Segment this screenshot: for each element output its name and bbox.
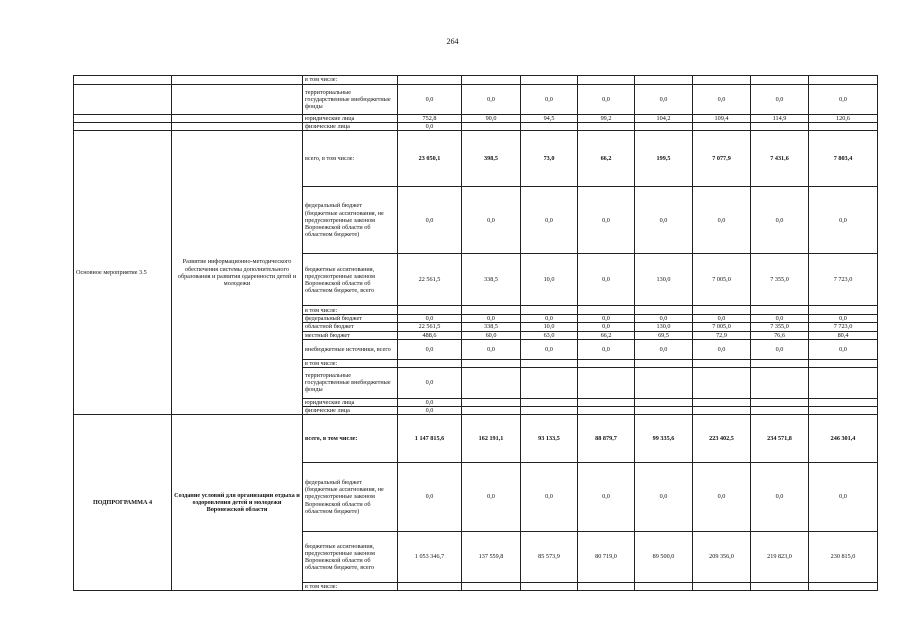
table-row <box>74 415 878 463</box>
year-cell: 0,0 <box>635 463 693 532</box>
year-cell: 338,5 <box>462 254 521 306</box>
year-cell: 0,0 <box>635 85 693 115</box>
year-cell: 0,0 <box>809 315 878 323</box>
total-cell: 488,6 <box>398 331 462 339</box>
year-cell: 104,2 <box>635 115 693 123</box>
year-cell: 0,0 <box>578 85 635 115</box>
year-cell: 0,0 <box>462 85 521 115</box>
year-cell: 10,0 <box>521 323 578 331</box>
source-cell: всего, в том числе: <box>303 131 398 187</box>
total-cell: 22 561,5 <box>398 323 462 331</box>
source-cell: бюджетные ассигнования, предусмотренные законом Воронежской области об областном бюджете, всего <box>303 532 398 583</box>
source-cell: федеральный бюджет (бюджетные ассигнования, не предусмотренные законом Воронежской области об областном бюджете) <box>303 187 398 254</box>
year-cell: 72,9 <box>693 331 751 339</box>
year-cell: 0,0 <box>578 254 635 306</box>
status-cell <box>74 76 172 85</box>
year-cell: 0,0 <box>578 339 635 359</box>
source-cell: федеральный бюджет <box>303 315 398 323</box>
year-cell: 0,0 <box>578 315 635 323</box>
year-cell: 0,0 <box>751 187 809 254</box>
total-cell: 0,0 <box>398 339 462 359</box>
source-cell: местный бюджет <box>303 331 398 339</box>
source-cell: территориальные государственные внебюджетные фонды <box>303 367 398 398</box>
year-cell: 0,0 <box>635 315 693 323</box>
source-cell: физические лица <box>303 123 398 131</box>
year-cell: 199,5 <box>635 131 693 187</box>
year-cell: 120,6 <box>809 115 878 123</box>
year-cell: 234 571,8 <box>751 415 809 463</box>
year-cell: 398,5 <box>462 131 521 187</box>
year-cell: 7 723,0 <box>809 323 878 331</box>
year-cell: 109,4 <box>693 115 751 123</box>
year-cell: 130,0 <box>635 254 693 306</box>
page-number: 264 <box>446 37 459 46</box>
year-cell: 0,0 <box>578 187 635 254</box>
year-cell: 0,0 <box>521 187 578 254</box>
year-cell: 114,9 <box>751 115 809 123</box>
name-cell <box>172 76 303 85</box>
year-cell: 7 431,6 <box>751 131 809 187</box>
year-cell: 0,0 <box>809 339 878 359</box>
year-cell: 0,0 <box>693 339 751 359</box>
source-cell: областной бюджет <box>303 323 398 331</box>
source-cell: бюджетные ассигнования, предусмотренные законом Воронежской области об областном бюджете, всего <box>303 254 398 306</box>
year-cell: 0,0 <box>578 463 635 532</box>
year-cell: 99 335,6 <box>635 415 693 463</box>
year-cell: 230 815,0 <box>809 532 878 583</box>
year-cell: 66,2 <box>578 331 635 339</box>
year-cell: 85 573,9 <box>521 532 578 583</box>
year-cell: 0,0 <box>521 463 578 532</box>
year-cell: 0,0 <box>809 463 878 532</box>
funding-table <box>73 75 878 591</box>
total-cell: 752,8 <box>398 115 462 123</box>
source-cell: юридические лица <box>303 115 398 123</box>
total-cell: 0,0 <box>398 187 462 254</box>
source-cell: в том числе: <box>303 359 398 367</box>
year-cell: 0,0 <box>693 85 751 115</box>
activity-name: Развитие информационно-методического обеспечения системы дополнительного образования и развития одаренности детей и молодежи <box>172 131 303 415</box>
year-cell: 7 005,0 <box>693 254 751 306</box>
year-cell: 73,0 <box>521 131 578 187</box>
year-cell: 0,0 <box>521 85 578 115</box>
year-cell: 88 879,7 <box>578 415 635 463</box>
year-cell: 99,2 <box>578 115 635 123</box>
year-cell: 0,0 <box>635 339 693 359</box>
table-row <box>74 85 878 115</box>
year-cell: 0,0 <box>462 315 521 323</box>
year-cell: 0,0 <box>809 85 878 115</box>
year-cell: 0,0 <box>693 463 751 532</box>
source-cell: федеральный бюджет (бюджетные ассигнования, не предусмотренные законом Воронежской области об областном бюджете) <box>303 463 398 532</box>
year-cell: 223 402,5 <box>693 415 751 463</box>
year-cell: 137 559,8 <box>462 532 521 583</box>
source-cell: юридические лица <box>303 398 398 406</box>
year-cell: 76,6 <box>751 331 809 339</box>
subprogram-status: ПОДПРОГРАММА 4 <box>74 415 172 591</box>
year-cell: 130,0 <box>635 323 693 331</box>
year-cell: 0,0 <box>578 323 635 331</box>
table-row <box>74 115 878 123</box>
table-row <box>74 123 878 131</box>
year-cell: 7 723,0 <box>809 254 878 306</box>
year-cell: 0,0 <box>462 463 521 532</box>
year-cell: 219 823,0 <box>751 532 809 583</box>
year-cell: 10,0 <box>521 254 578 306</box>
source-cell: внебюджетные источники, всего <box>303 339 398 359</box>
year-cell: 0,0 <box>635 187 693 254</box>
total-cell: 1 053 346,7 <box>398 532 462 583</box>
total-cell: 22 561,5 <box>398 254 462 306</box>
total-cell: 0,0 <box>398 315 462 323</box>
year-cell: 80 719,0 <box>578 532 635 583</box>
total-cell: 0,0 <box>398 367 462 398</box>
source-cell: в том числе: <box>303 583 398 591</box>
activity-status: Основное мероприятие 3.5 <box>74 131 172 415</box>
year-cell: 0,0 <box>751 463 809 532</box>
total-cell: 0,0 <box>398 398 462 406</box>
year-cell: 0,0 <box>751 315 809 323</box>
table-row <box>74 131 878 187</box>
subprogram-name: Создание условий для организации отдыха и оздоровления детей и молодежи Воронежской области <box>172 415 303 591</box>
year-cell: 0,0 <box>809 187 878 254</box>
year-cell: 7 005,0 <box>693 323 751 331</box>
year-cell: 7 355,0 <box>751 323 809 331</box>
year-cell: 0,0 <box>462 187 521 254</box>
year-cell: 162 191,1 <box>462 415 521 463</box>
year-cell: 0,0 <box>751 339 809 359</box>
year-cell: 69,5 <box>635 331 693 339</box>
source-cell: физические лица <box>303 406 398 414</box>
total-cell: 0,0 <box>398 85 462 115</box>
year-cell: 7 355,0 <box>751 254 809 306</box>
year-cell: 90,0 <box>462 115 521 123</box>
year-cell: 80,4 <box>809 331 878 339</box>
year-cell: 209 356,0 <box>693 532 751 583</box>
total-cell: 0,0 <box>398 123 462 131</box>
year-cell: 0,0 <box>693 187 751 254</box>
year-cell: 246 301,4 <box>809 415 878 463</box>
source-cell: территориальные государственные внебюджетные фонды <box>303 85 398 115</box>
year-cell: 89 500,0 <box>635 532 693 583</box>
source-cell: в том числе: <box>303 76 398 85</box>
year-cell: 0,0 <box>462 339 521 359</box>
source-cell: всего, в том числе: <box>303 415 398 463</box>
total-cell: 1 147 815,6 <box>398 415 462 463</box>
year-cell: 93 133,5 <box>521 415 578 463</box>
year-cell: 60,0 <box>462 331 521 339</box>
year-cell: 66,2 <box>578 131 635 187</box>
total-cell: 0,0 <box>398 463 462 532</box>
source-cell: в том числе: <box>303 306 398 315</box>
total-cell: 0,0 <box>398 406 462 414</box>
year-cell: 0,0 <box>751 85 809 115</box>
year-cell: 7 803,4 <box>809 131 878 187</box>
year-cell: 63,0 <box>521 331 578 339</box>
year-cell: 0,0 <box>521 315 578 323</box>
year-cell: 7 077,9 <box>693 131 751 187</box>
year-cell: 0,0 <box>521 339 578 359</box>
total-cell: 23 050,1 <box>398 131 462 187</box>
table-row <box>74 76 878 85</box>
year-cell: 94,5 <box>521 115 578 123</box>
year-cell: 338,5 <box>462 323 521 331</box>
year-cell: 0,0 <box>693 315 751 323</box>
